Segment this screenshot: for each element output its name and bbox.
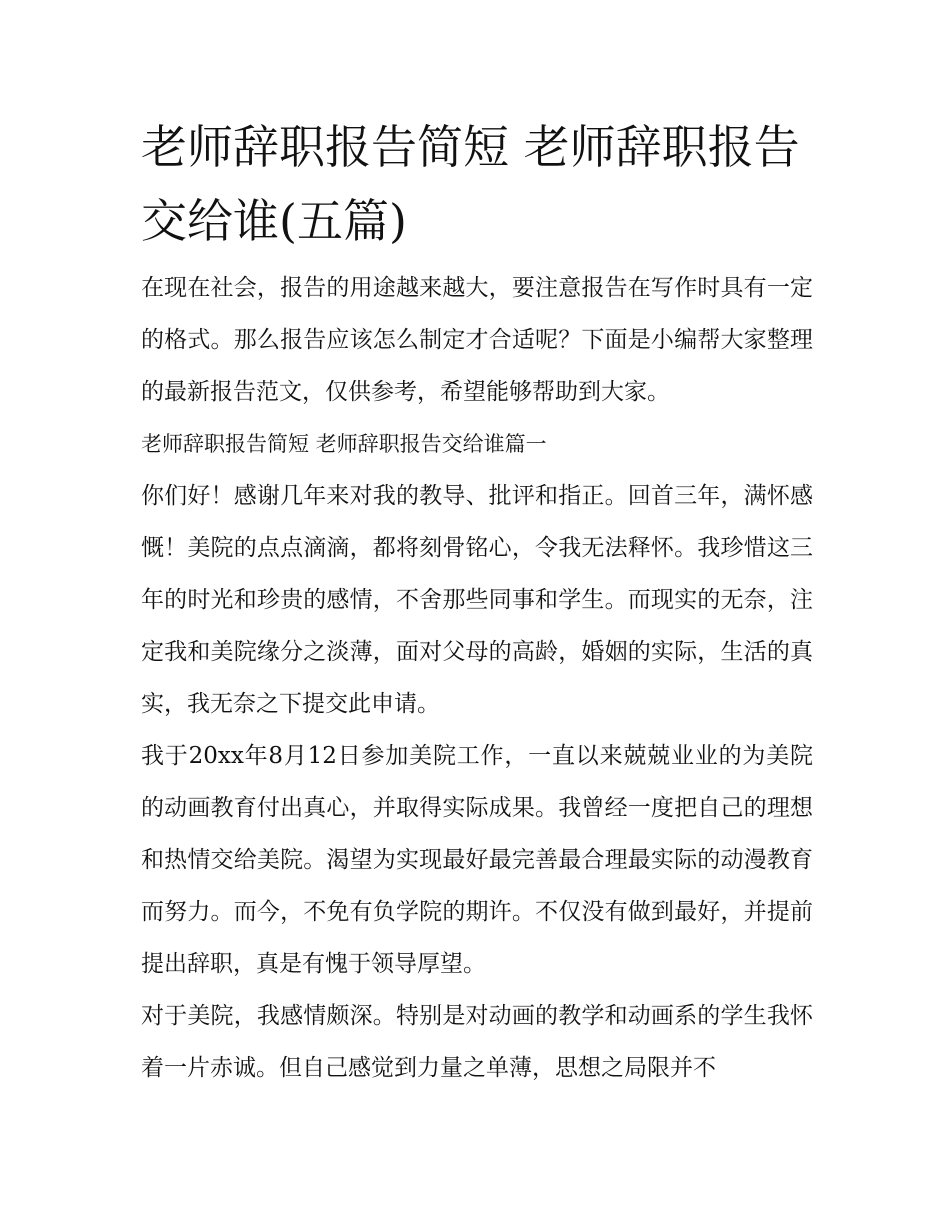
body-paragraph-2: 我于20xx年8月12日参加美院工作，一直以来兢兢业业的为美院的动画教育付出真心，并取得实际成果。我曾经一度把自己的理想和热情交给美院。渴望为实现最好最完善最合理最实际的动漫教育而努力。而今，不免有负学院的期许。不仅没有做到最好，并提前提出辞职，真是有愧于领导厚望。 [141, 743, 813, 977]
document-title: 老师辞职报告简短 老师辞职报告交给谁(五篇) [141, 120, 800, 248]
body-paragraph-1: 你们好！感谢几年来对我的教导、批评和指正。回首三年，满怀感慨！美院的点点滴滴，都将刻骨铭心，令我无法释怀。我珍惜这三年的时光和珍贵的感情，不舍那些同事和学生。而现实的无奈，注定我和美院缘分之淡薄，面对父母的高龄，婚姻的实际，生活的真实，我无奈之下提交此申请。 [141, 483, 813, 717]
body-paragraph-3: 对于美院，我感情颇深。特别是对动画的教学和动画系的学生我怀着一片赤诚。但自己感觉到力量之单薄，思想之局限并不 [141, 1003, 813, 1081]
section-heading: 老师辞职报告简短 老师辞职报告交给谁篇一 [141, 432, 547, 456]
document-body [141, 110, 813, 1094]
intro-paragraph: 在现在社会，报告的用途越来越大，要注意报告在写作时具有一定的格式。那么报告应该怎么制定才合适呢？下面是小编帮大家整理的最新报告范文，仅供参考，希望能够帮助到大家。 [141, 275, 813, 405]
